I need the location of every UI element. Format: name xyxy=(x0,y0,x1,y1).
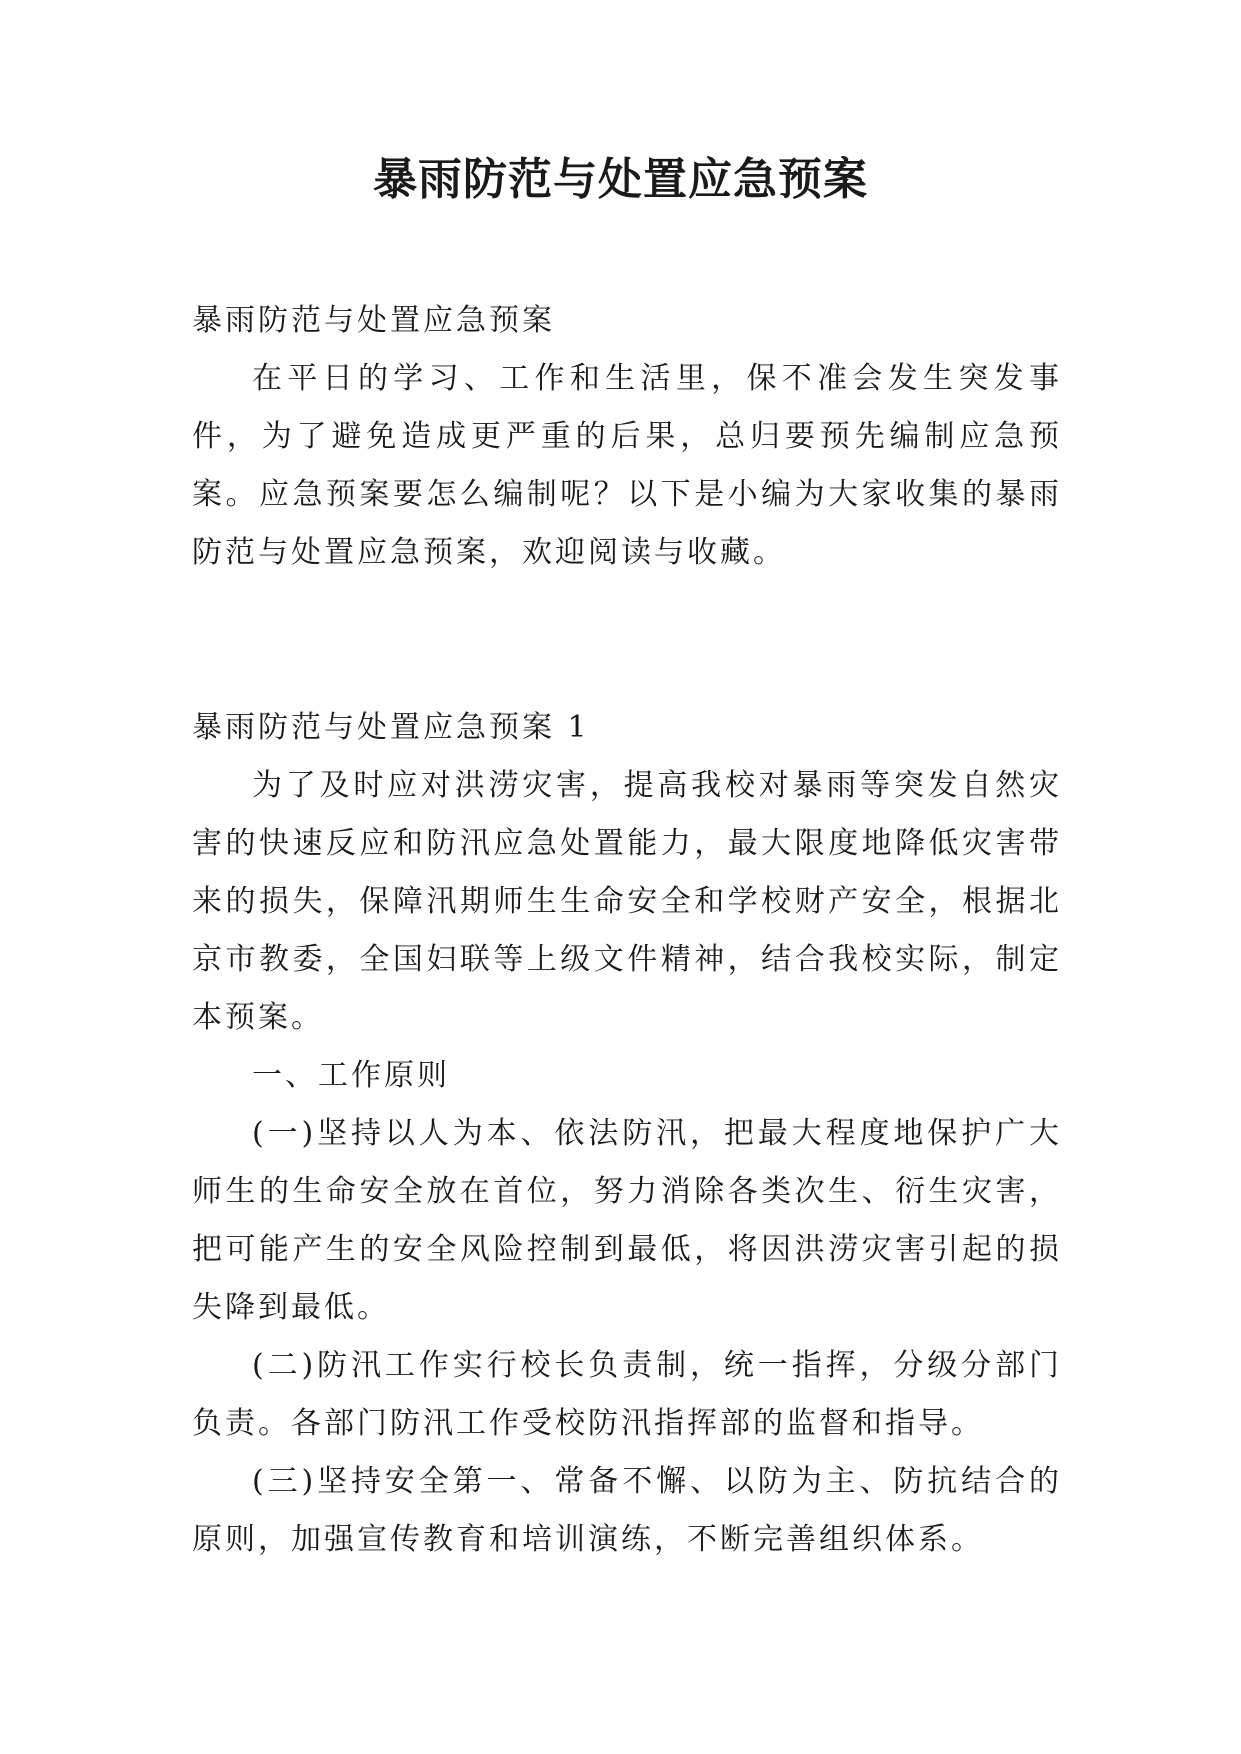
intro-paragraph: 在平日的学习、工作和生活里，保不准会发生突发事件，为了避免造成更严重的后果，总归要预先编制应急预案。应急预案要怎么编制呢？以下是小编为大家收集的暴雨防范与处置应急预案，欢迎阅读与收藏。 xyxy=(192,361,1062,570)
intro-heading: 暴雨防范与处置应急预案 xyxy=(192,303,555,338)
principle-3: (三)坚持安全第一、常备不懈、以防为主、防抗结合的原则，加强宣传教育和培训演练，不断完善组织体系。 xyxy=(192,1464,1062,1557)
principle-1: (一)坚持以人为本、依法防汛，把最大程度地保护广大师生的生命安全放在首位，努力消除各类次生、衍生灾害，把可能产生的安全风险控制到最低，将因洪涝灾害引起的损失降到最低。 xyxy=(192,1116,1062,1325)
principles-heading: 一、工作原则 xyxy=(252,1058,450,1093)
intro-section xyxy=(192,292,1062,582)
principle-2: (二)防汛工作实行校长负责制，统一指挥，分级分部门负责。各部门防汛工作受校防汛指挥部的监督和指导。 xyxy=(192,1348,1062,1441)
section-1 xyxy=(192,699,1062,1569)
section-1-paragraph: 为了及时应对洪涝灾害，提高我校对暴雨等突发自然灾害的快速反应和防汛应急处置能力，最大限度地降低灾害带来的损失，保障汛期师生生命安全和学校财产安全，根据北京市教委，全国妇联等上级文件精神，结合我校实际，制定本预案。 xyxy=(192,768,1062,1035)
section-1-heading: 暴雨防范与处置应急预案 1 xyxy=(192,710,590,745)
document-title: 暴雨防范与处置应急预案 xyxy=(373,154,868,205)
